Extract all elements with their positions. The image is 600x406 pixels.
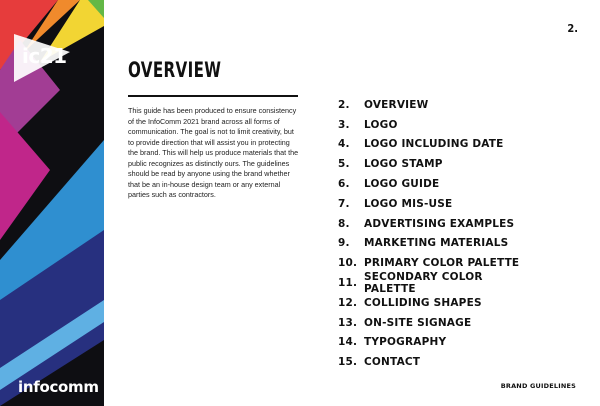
toc-item[interactable]: [338, 95, 538, 115]
toc-item-number: 9.: [338, 237, 350, 250]
toc-item-number: 11.: [338, 277, 358, 290]
toc-item-label: LOGO INCLUDING DATE: [364, 138, 504, 151]
infocomm-logo: infocomm: [18, 378, 99, 396]
toc-item-label: ADVERTISING EXAMPLES: [364, 217, 515, 230]
toc-item[interactable]: [338, 313, 538, 333]
toc-item-number: 6.: [338, 178, 350, 191]
toc-item[interactable]: [338, 135, 538, 155]
toc-item[interactable]: [338, 352, 538, 372]
toc-item[interactable]: [338, 174, 538, 194]
toc-item[interactable]: [338, 214, 538, 234]
intro-paragraph: This guide has been produced to ensure consistency of the InfoComm 2021 brand across all forms of communication. The goal is not to limit creativity, but to provide direction that will assist you in protecting the brand. This will help us produce materials that the public recognizes as distinctly ours. The guidelines should be read by anyone using the brand whether that be an in-house design team or any external parties such as contractors.: [128, 106, 299, 199]
toc-item-number: 5.: [338, 158, 350, 171]
toc-item-number: 15.: [338, 356, 358, 369]
toc-item[interactable]: [338, 115, 538, 135]
page-number: 2.: [567, 22, 578, 35]
toc-item-number: 12.: [338, 296, 358, 309]
toc-item-label: LOGO STAMP: [364, 158, 443, 171]
toc-item-number: 13.: [338, 316, 358, 329]
toc-item-number: 4.: [338, 138, 350, 151]
toc-item-label: ON-SITE SIGNAGE: [364, 316, 472, 329]
toc-item-label: LOGO MIS-USE: [364, 197, 453, 210]
toc-item-label: LOGO GUIDE: [364, 178, 440, 191]
toc-item-number: 14.: [338, 336, 358, 349]
title-divider: [128, 95, 298, 97]
toc-item-label: SECONDARY COLOR PALETTE: [363, 271, 483, 296]
toc-item-number: 8.: [338, 217, 350, 230]
toc-item-label: OVERVIEW: [364, 98, 429, 111]
page-title: OVERVIEW: [128, 58, 222, 82]
toc-item-label: MARKETING MATERIALS: [364, 237, 509, 250]
toc-item[interactable]: [338, 293, 538, 313]
toc-item[interactable]: [338, 333, 538, 353]
toc-item-number: 7.: [338, 197, 350, 210]
side-graphic-band: [0, 0, 104, 406]
toc-item-label: TYPOGRAPHY: [364, 336, 447, 349]
toc-item[interactable]: [338, 154, 538, 174]
table-of-contents: [338, 95, 538, 372]
toc-item[interactable]: [338, 271, 538, 296]
footer-brand-guidelines: BRAND GUIDELINES: [500, 382, 576, 390]
toc-item-label: LOGO: [364, 118, 398, 131]
toc-item-number: 10.: [338, 257, 358, 270]
toc-item-label: PRIMARY COLOR PALETTE: [364, 257, 520, 270]
toc-item-label: CONTACT: [364, 356, 421, 369]
toc-item-label: COLLIDING SHAPES: [364, 296, 482, 309]
ic21-logo: ic21: [22, 44, 67, 68]
toc-item[interactable]: [338, 194, 538, 214]
toc-item-number: 2.: [338, 98, 350, 111]
toc-item-number: 3.: [338, 118, 350, 131]
toc-item[interactable]: [338, 234, 538, 254]
